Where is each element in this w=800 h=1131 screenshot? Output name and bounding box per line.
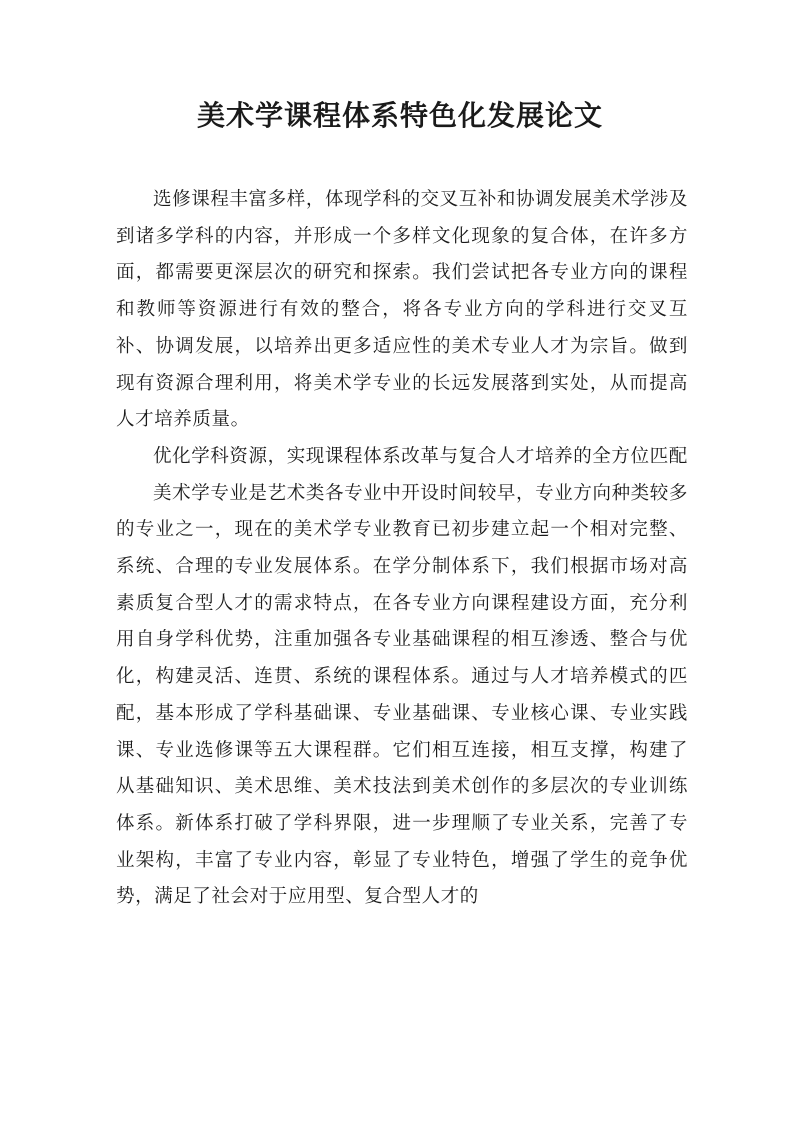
paragraph-elective-courses: 选修课程丰富多样，体现学科的交叉互补和协调发展美术学涉及到诸多学科的内容，并形成一个多样文化现象的复合体，在许多方面，都需要更深层次的研究和探索。我们尝试把各专业方向的课程和教师等资源进行有效的整合，将各专业方向的学科进行交叉互补、协调发展，以培养出更多适应性的美术专业人才为宗旨。做到现有资源合理利用，将美术学专业的长远发展落到实处，从而提高人才培养质量。 [116, 189, 688, 431]
document-title: 美术学课程体系特色化发展论文 [196, 99, 603, 132]
paragraph-curriculum-system: 美术学专业是艺术类各专业中开设时间较早，专业方向种类较多的专业之一，现在的美术学专业教育已初步建立起一个相对完整、系统、合理的专业发展体系。在学分制体系下，我们根据市场对高素质复合型人才的需求特点，在各专业方向课程建设方面，充分利用自身学科优势，注重加强各专业基础课程的相互渗透、整合与优化，构建灵活、连贯、系统的课程体系。通过与人才培养模式的匹配，基本形成了学科基础课、专业基础课、专业核心课、专业实践课、专业选修课等五大课程群。它们相互连接，相互支撑，构建了从基础知识、美术思维、美术技法到美术创作的多层次的专业训练体系。新体系打破了学科界限，进一步理顺了专业关系，完善了专业架构，丰富了专业内容，彰显了专业特色，增强了学生的竞争优势，满足了社会对于应用型、复合型人才的 [116, 482, 688, 908]
paragraph-section-heading: 优化学科资源，实现课程体系改革与复合人才培养的全方位匹配 [153, 445, 688, 467]
document-body [116, 182, 688, 916]
